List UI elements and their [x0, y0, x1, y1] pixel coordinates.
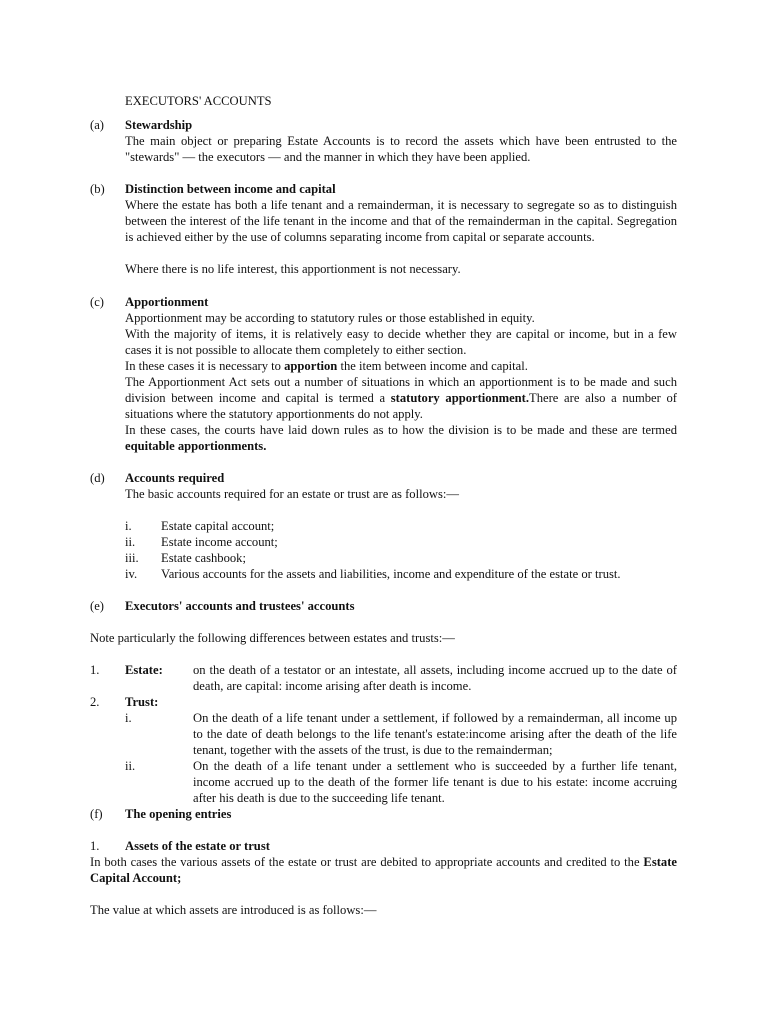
section-f-paragraph: The value at which assets are introduced is as follows:—: [90, 903, 377, 917]
section-f-marker: (f): [90, 807, 103, 821]
section-c-heading: Apportionment: [125, 295, 209, 309]
estate-text: on the death of a testator or an intestate, all assets, including income accrued up to the date of death, are capital: income arising after death is income.: [193, 663, 677, 693]
estate-label: Estate:: [125, 663, 163, 677]
sub-item-number: ii.: [125, 759, 136, 773]
list-item-number: ii.: [125, 535, 136, 549]
section-c-marker: (c): [90, 295, 104, 309]
section-b-heading: Distinction between income and capital: [125, 182, 336, 196]
list-item: Estate income account;: [161, 535, 278, 549]
bold-term: equitable apportionments.: [125, 439, 267, 453]
text-run: In these cases it is necessary to: [125, 359, 285, 373]
trust-label: Trust:: [125, 695, 159, 709]
section-b-paragraph: Where there is no life interest, this apportionment is not necessary.: [125, 262, 461, 276]
document-title: EXECUTORS' ACCOUNTS: [125, 94, 272, 108]
numbered-item-number: 1.: [90, 663, 100, 677]
section-c-paragraph: [125, 358, 677, 374]
text-run: There are also a number of situations where the statutory apportionments do not apply.: [125, 391, 677, 421]
section-e-heading: Executors' accounts and trustees' accounts: [125, 599, 355, 613]
section-a-text: The main object or preparing Estate Accounts is to record the assets which have been entrusted to the "stewards" — the executors — and the manner in which they have been applied.: [125, 134, 677, 164]
subsection-heading: Assets of the estate or trust: [125, 839, 270, 853]
text-run: the item between income and capital.: [337, 359, 528, 373]
section-c-paragraph: Apportionment may be according to statutory rules or those established in equity.: [125, 311, 535, 325]
section-d-heading: Accounts required: [125, 471, 225, 485]
bold-term: Estate Capital Account;: [90, 855, 677, 885]
section-b-paragraph: Where the estate has both a life tenant and a remainderman, it is necessary to segregate so as to distinguish between the interest of the life tenant in the income and that of the remainderman in the capital. Segregation is achieved either by the use of columns separating income from capital or separate accounts.: [125, 198, 677, 244]
sub-item-number: i.: [125, 711, 132, 725]
text-run: In these cases, the courts have laid down rules as to how the division is to be made and these are termed: [125, 423, 677, 437]
section-a-marker: (a): [90, 118, 104, 132]
text-run: The Apportionment Act sets out a number of situations in which an apportionment is to be made and such division between income and capital is termed a: [125, 375, 677, 405]
text-run: In both cases the various assets of the estate or trust are debited to appropriate accounts and credited to the: [90, 855, 644, 869]
numbered-item-number: 2.: [90, 695, 100, 709]
list-item: Estate capital account;: [161, 519, 275, 533]
section-e-marker: (e): [90, 599, 104, 613]
subsection-number: 1.: [90, 839, 100, 853]
section-c-paragraph: [125, 422, 677, 454]
list-item-number: i.: [125, 519, 132, 533]
section-f-paragraph: [90, 854, 677, 886]
list-item: Estate cashbook;: [161, 551, 246, 565]
list-item-number: iii.: [125, 551, 139, 565]
section-d-intro: The basic accounts required for an estate or trust are as follows:—: [125, 487, 459, 501]
section-b-marker: (b): [90, 182, 105, 196]
section-f-heading: The opening entries: [125, 807, 232, 821]
sub-item-text: On the death of a life tenant under a settlement who is succeeded by a further life tenant, income accrued up to the death of the former life tenant is due to his estate: income accruing after his death is due to the succeeding life tenant.: [193, 759, 677, 805]
sub-item-text: On the death of a life tenant under a settlement, if followed by a remainderman, all income up to the date of death belongs to the life tenant's estate:income arising after the death of the life tenant, together with the assets of the trust, is due to the remainderman;: [193, 711, 677, 757]
section-a-heading: Stewardship: [125, 118, 193, 132]
list-item-number: iv.: [125, 567, 138, 581]
section-c-paragraph: With the majority of items, it is relatively easy to decide whether they are capital or income, but in a few cases it is not possible to allocate them completely to either section.: [125, 327, 677, 357]
bold-term: apportion: [284, 359, 338, 373]
section-d-marker: (d): [90, 471, 105, 485]
bold-term: statutory apportionment.: [390, 391, 530, 405]
section-c-paragraph: [125, 374, 677, 422]
section-e-note: Note particularly the following differences between estates and trusts:—: [90, 631, 455, 645]
list-item: Various accounts for the assets and liabilities, income and expenditure of the estate or trust.: [161, 567, 621, 581]
